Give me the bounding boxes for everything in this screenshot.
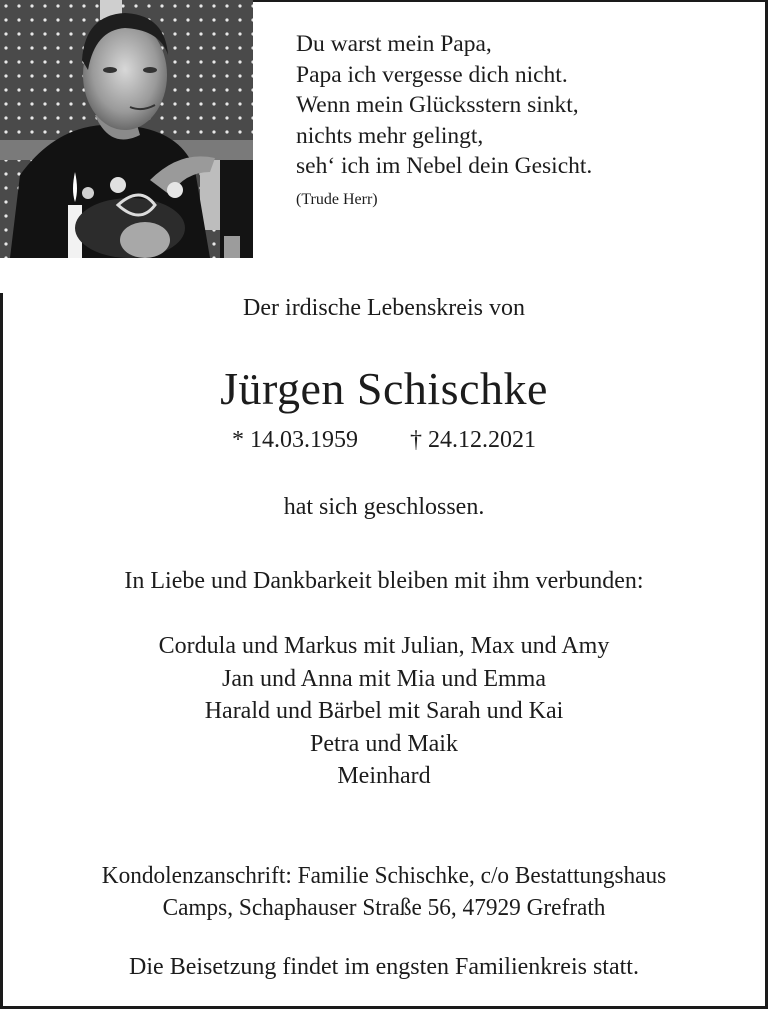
bond-text: In Liebe und Dankbarkeit bleiben mit ihm verbunden: bbox=[124, 568, 644, 594]
born-symbol: * bbox=[232, 427, 244, 453]
closed-text: hat sich geschlossen. bbox=[283, 494, 485, 520]
family-member: Jan und Anna mit Mia und Emma bbox=[222, 665, 546, 692]
poem-line: Wenn mein Glücksstern sinkt, bbox=[296, 92, 579, 118]
deceased-name: Jürgen Schischke bbox=[220, 363, 548, 414]
poem-line: Papa ich vergesse dich nicht. bbox=[296, 61, 568, 88]
family-member: Harald und Bärbel mit Sarah und Kai bbox=[204, 698, 564, 724]
life-dates bbox=[0, 427, 768, 454]
poem-line: Du warst mein Papa, bbox=[296, 31, 492, 57]
poem bbox=[296, 29, 592, 210]
died-symbol: † bbox=[410, 427, 422, 453]
family-member: Cordula und Markus mit Julian, Max und Amy bbox=[158, 633, 610, 659]
poem-line: seh‘ ich im Nebel dein Gesicht. bbox=[296, 153, 593, 179]
address-line-2: Camps, Schaphauser Straße 56, 47929 Grefrath bbox=[162, 895, 606, 921]
burial-note: Die Beisetzung findet im engsten Familienkreis statt. bbox=[129, 954, 639, 980]
family-list bbox=[0, 630, 768, 793]
poem-line: nichts mehr gelingt, bbox=[296, 122, 484, 149]
address-line-1: Kondolenzanschrift: Familie Schischke, c/o Bestattungshaus bbox=[101, 863, 667, 889]
portrait-photo bbox=[0, 0, 253, 258]
condolence-address bbox=[12, 860, 757, 924]
poem-author: (Trude Herr) bbox=[296, 190, 378, 208]
died-date: 24.12.2021 bbox=[428, 427, 536, 453]
family-member: Petra und Maik bbox=[310, 730, 458, 757]
intro-text: Der irdische Lebenskreis von bbox=[243, 295, 525, 321]
family-member: Meinhard bbox=[337, 763, 431, 789]
born-date: 14.03.1959 bbox=[250, 427, 358, 453]
